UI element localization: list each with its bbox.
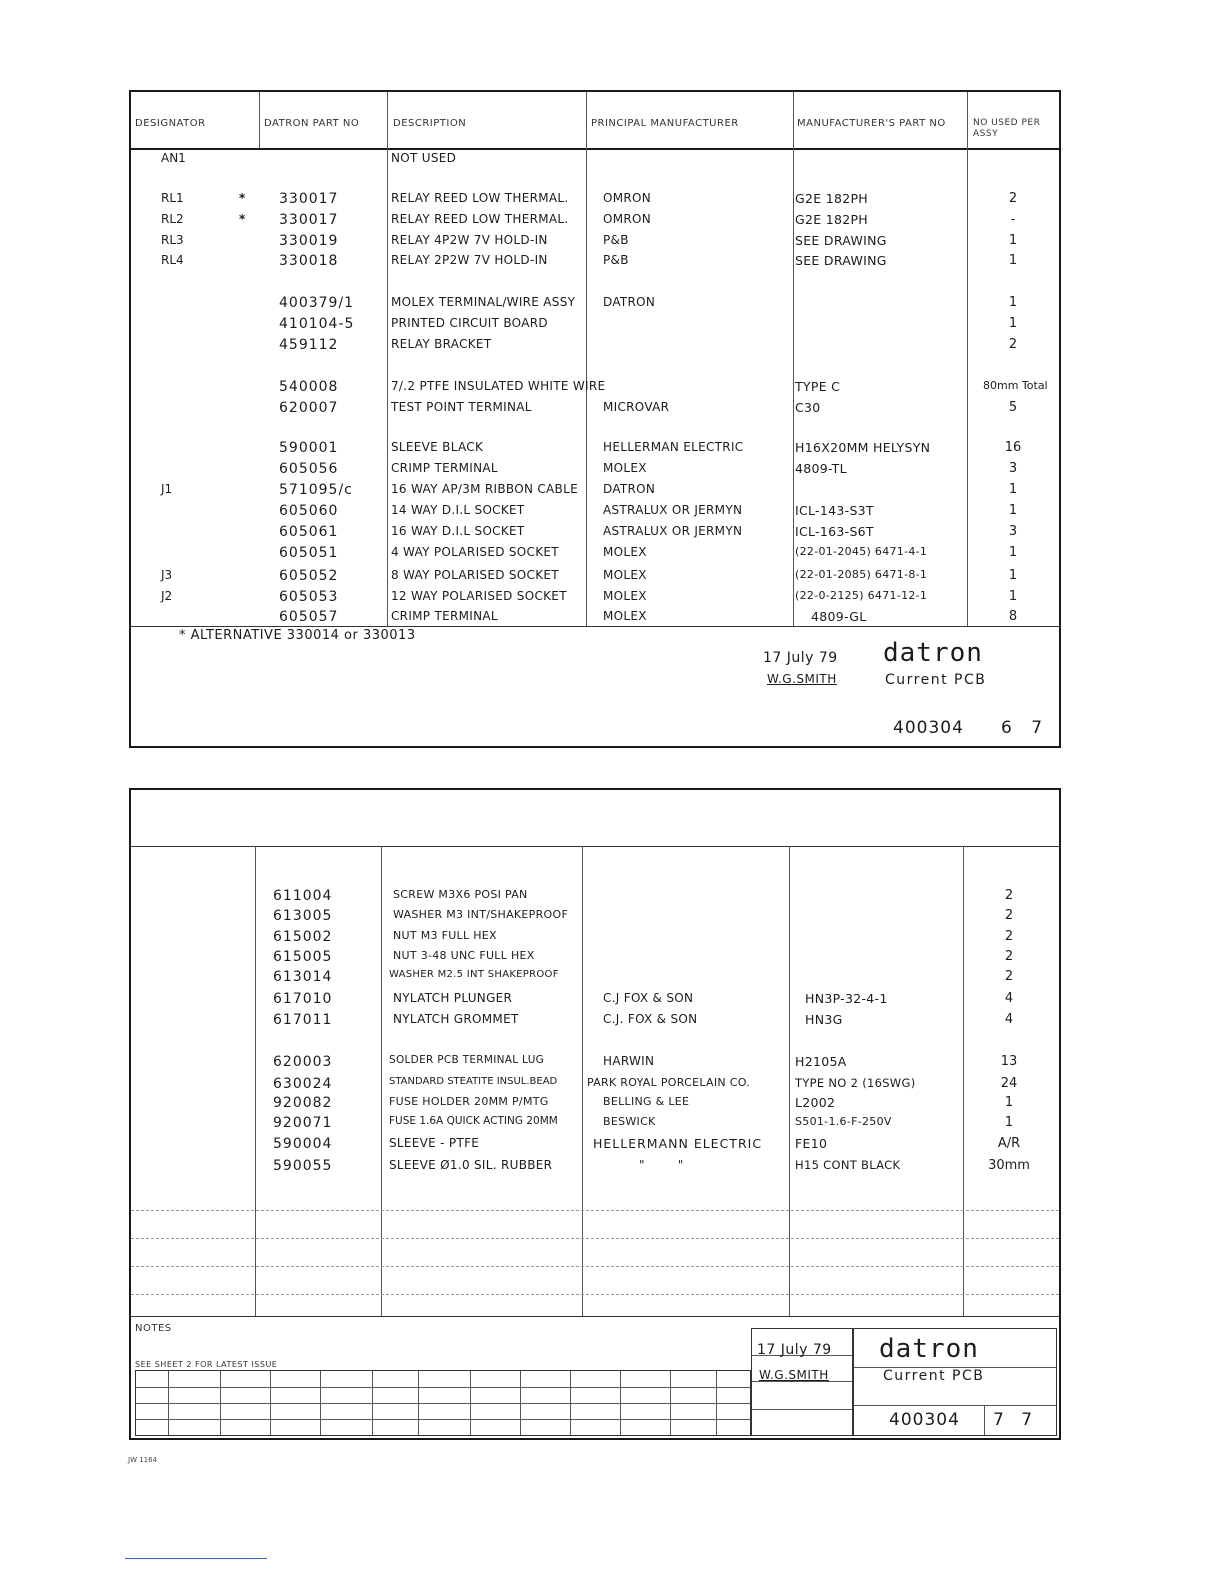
qty: 8 xyxy=(1008,609,1018,624)
title-block-date: 17 July 79 xyxy=(757,1342,832,1358)
header-qty: NO USED PER ASSY xyxy=(973,118,1041,139)
description: 16 WAY D.I.L SOCKET xyxy=(391,524,525,538)
description: SCREW M3X6 POSI PAN xyxy=(393,888,528,901)
part-no: 590001 xyxy=(279,440,339,456)
part-no: 410104-5 xyxy=(279,316,355,332)
qty: 5 xyxy=(1008,400,1018,415)
part-no: 920082 xyxy=(273,1095,333,1111)
manufacturer: ASTRALUX OR JERMYN xyxy=(603,524,743,538)
mfr-part-no: ICL-143-S3T xyxy=(795,503,874,518)
qty: 1 xyxy=(1004,1115,1014,1130)
divider xyxy=(131,1266,1059,1267)
manufacturer: BELLING & LEE xyxy=(603,1095,690,1108)
description: RELAY REED LOW THERMAL. xyxy=(391,212,569,226)
description: RELAY BRACKET xyxy=(391,337,492,351)
manufacturer: PARK ROYAL PORCELAIN CO. xyxy=(587,1076,751,1089)
table-row xyxy=(131,438,1059,458)
description: STANDARD STEATITE INSUL.BEAD xyxy=(389,1076,558,1087)
description: CRIMP TERMINAL xyxy=(391,609,498,623)
description: 14 WAY D.I.L SOCKET xyxy=(391,503,525,517)
part-no: 615002 xyxy=(273,929,333,945)
part-no: 605060 xyxy=(279,503,339,519)
designator: J3 xyxy=(161,568,173,582)
mfr-part-no: SEE DRAWING xyxy=(795,253,887,268)
description: RELAY 2P2W 7V HOLD-IN xyxy=(391,253,548,267)
qty: 2 xyxy=(1008,191,1018,206)
table-row xyxy=(131,189,1059,209)
header-designator: DESIGNATOR xyxy=(135,118,206,129)
table-row xyxy=(131,398,1059,418)
table-row xyxy=(131,314,1059,334)
qty: 13 xyxy=(1000,1054,1018,1069)
description: SLEEVE Ø1.0 SIL. RUBBER xyxy=(389,1158,553,1172)
description: CRIMP TERMINAL xyxy=(391,461,498,475)
header-mfr-part-no: MANUFACTURER'S PART NO xyxy=(797,118,946,129)
qty: 1 xyxy=(1008,233,1018,248)
mfr-part-no: H16X20MM HELYSYN xyxy=(795,440,931,455)
description: 12 WAY POLARISED SOCKET xyxy=(391,589,567,603)
qty: 2 xyxy=(1004,949,1014,964)
manufacturer: ASTRALUX OR JERMYN xyxy=(603,503,743,517)
title-block-drawn-by: W.G.SMITH xyxy=(767,672,837,686)
alt-marker: * xyxy=(239,191,246,205)
document-reference: JW 1164 xyxy=(128,1456,158,1464)
parts-list-sheet-6 xyxy=(129,90,1061,748)
part-no: 540008 xyxy=(279,379,339,395)
table-row xyxy=(131,149,1059,169)
mfr-part-no: (22-01-2085) 6471-8-1 xyxy=(795,568,928,581)
part-no: 605051 xyxy=(279,545,339,561)
mfr-part-no: H2105A xyxy=(795,1054,847,1069)
table-row xyxy=(131,566,1059,586)
qty: 2 xyxy=(1004,888,1014,903)
title-block-title: Current PCB xyxy=(883,1368,985,1384)
designator: RL2 xyxy=(161,212,184,226)
table-row xyxy=(131,543,1059,563)
mfr-part-no: C30 xyxy=(795,400,821,415)
manufacturer: DATRON xyxy=(603,295,656,309)
table-row xyxy=(131,1134,1059,1154)
header-manufacturer: PRINCIPAL MANUFACTURER xyxy=(591,118,739,129)
description: 4 WAY POLARISED SOCKET xyxy=(391,545,559,559)
part-no: 330019 xyxy=(279,233,339,249)
manufacturer: MICROVAR xyxy=(603,400,670,414)
table-row xyxy=(131,587,1059,607)
mfr-part-no: (22-0-2125) 6471-12-1 xyxy=(795,589,928,602)
mfr-part-no: TYPE NO 2 (16SWG) xyxy=(795,1076,916,1090)
table-row xyxy=(131,967,1059,987)
qty: 1 xyxy=(1008,589,1018,604)
manufacturer: HARWIN xyxy=(603,1054,655,1068)
qty: 30mm xyxy=(988,1158,1030,1173)
qty: 2 xyxy=(1008,337,1018,352)
part-no: 400379/1 xyxy=(279,295,355,311)
table-row xyxy=(131,251,1059,271)
table-row xyxy=(131,210,1059,230)
sheet-number: 7 7 xyxy=(993,1410,1033,1430)
table-row xyxy=(131,607,1059,627)
manufacturer: HELLERMANN ELECTRIC xyxy=(593,1136,763,1151)
part-no: 330018 xyxy=(279,253,339,269)
designator: RL4 xyxy=(161,253,184,267)
qty: 2 xyxy=(1004,969,1014,984)
mfr-part-no: ICL-163-S6T xyxy=(795,524,874,539)
qty: 3 xyxy=(1008,461,1018,476)
part-no: 617010 xyxy=(273,991,333,1007)
part-no: 605061 xyxy=(279,524,339,540)
manufacturer: BESWICK xyxy=(603,1115,656,1128)
alternative-note: * ALTERNATIVE 330014 or 330013 xyxy=(179,628,416,643)
qty: 4 xyxy=(1004,991,1014,1006)
manufacturer: C.J. FOX & SON xyxy=(603,1012,698,1026)
part-no: 605057 xyxy=(279,609,339,625)
part-no: 605052 xyxy=(279,568,339,584)
part-no: 615005 xyxy=(273,949,333,965)
manufacturer: MOLEX xyxy=(603,461,647,475)
part-no: 330017 xyxy=(279,212,339,228)
qty: A/R xyxy=(997,1136,1021,1151)
manufacturer: MOLEX xyxy=(603,609,647,623)
designator: RL3 xyxy=(161,233,184,247)
table-row xyxy=(131,335,1059,355)
table-row xyxy=(131,947,1059,967)
mfr-part-no: (22-01-2045) 6471-4-1 xyxy=(795,545,928,558)
revision-grid xyxy=(135,1370,751,1436)
description: FUSE 1.6A QUICK ACTING 20MM xyxy=(389,1115,558,1127)
column-header-row xyxy=(131,790,1059,847)
drawing-number: 400304 xyxy=(889,1410,960,1430)
description: WASHER M3 INT/SHAKEPROOF xyxy=(393,908,569,921)
divider xyxy=(131,1316,1059,1317)
table-row xyxy=(131,231,1059,251)
divider xyxy=(131,1238,1059,1239)
description: 8 WAY POLARISED SOCKET xyxy=(391,568,559,582)
datron-logo: datron xyxy=(883,638,983,668)
table-row xyxy=(131,480,1059,500)
manufacturer: C.J FOX & SON xyxy=(603,991,694,1005)
manufacturer: MOLEX xyxy=(603,568,647,582)
part-no: 571095/c xyxy=(279,482,353,498)
mfr-part-no: S501-1.6-F-250V xyxy=(795,1115,892,1128)
description: NOT USED xyxy=(391,151,457,165)
description: SLEEVE BLACK xyxy=(391,440,484,454)
part-no: 611004 xyxy=(273,888,333,904)
table-row xyxy=(131,293,1059,313)
title-block-drawn-by: W.G.SMITH xyxy=(759,1368,829,1382)
qty: 4 xyxy=(1004,1012,1014,1027)
designator: J1 xyxy=(161,482,173,496)
designator: AN1 xyxy=(161,151,186,165)
description: FUSE HOLDER 20MM P/MTG xyxy=(389,1095,549,1108)
table-row xyxy=(131,886,1059,906)
qty: 3 xyxy=(1008,524,1018,539)
part-no: 459112 xyxy=(279,337,339,353)
table-row xyxy=(131,377,1059,397)
mfr-part-no: HN3P-32-4-1 xyxy=(805,991,888,1006)
table-row xyxy=(131,1113,1059,1133)
manufacturer: MOLEX xyxy=(603,589,647,603)
divider xyxy=(131,626,1059,627)
table-row xyxy=(131,459,1059,479)
designator: RL1 xyxy=(161,191,184,205)
drawing-number: 400304 xyxy=(893,718,964,738)
header-description: DESCRIPTION xyxy=(393,118,467,129)
description: MOLEX TERMINAL/WIRE ASSY xyxy=(391,295,576,309)
manufacturer: OMRON xyxy=(603,212,652,226)
parts-list-sheet-7 xyxy=(129,788,1061,1440)
part-no: 605056 xyxy=(279,461,339,477)
table-row xyxy=(131,906,1059,926)
table-row xyxy=(131,1052,1059,1072)
description: SLEEVE - PTFE xyxy=(389,1136,480,1150)
part-no: 613014 xyxy=(273,969,333,985)
header-part-no: DATRON PART NO xyxy=(264,118,360,129)
description: NYLATCH PLUNGER xyxy=(393,991,513,1005)
table-row xyxy=(131,927,1059,947)
manufacturer: P&B xyxy=(603,253,629,267)
table-row xyxy=(131,1074,1059,1094)
qty: 1 xyxy=(1008,568,1018,583)
title-block-date: 17 July 79 xyxy=(763,650,838,666)
alt-marker: * xyxy=(239,212,246,226)
mfr-part-no: SEE DRAWING xyxy=(795,233,887,248)
table-row xyxy=(131,989,1059,1009)
divider xyxy=(125,1558,267,1559)
qty: 1 xyxy=(1008,545,1018,560)
qty: 16 xyxy=(1004,440,1022,455)
part-no: 617011 xyxy=(273,1012,333,1028)
mfr-part-no: G2E 182PH xyxy=(795,191,869,206)
manufacturer: " " xyxy=(639,1158,684,1172)
mfr-part-no: L2002 xyxy=(795,1095,836,1110)
description: NYLATCH GROMMET xyxy=(393,1012,519,1026)
see-sheet-note: SEE SHEET 2 FOR LATEST ISSUE xyxy=(135,1360,278,1369)
description: SOLDER PCB TERMINAL LUG xyxy=(389,1054,545,1066)
manufacturer: DATRON xyxy=(603,482,656,496)
divider xyxy=(259,92,260,148)
mfr-part-no: FE10 xyxy=(795,1136,828,1151)
table-row xyxy=(131,1156,1059,1176)
manufacturer: HELLERMAN ELECTRIC xyxy=(603,440,744,454)
mfr-part-no: TYPE C xyxy=(795,379,841,394)
datron-logo: datron xyxy=(879,1334,979,1364)
column-header-row xyxy=(131,92,1059,150)
qty: 24 xyxy=(1000,1076,1018,1091)
qty: 1 xyxy=(1004,1095,1014,1110)
table-row xyxy=(131,1093,1059,1113)
mfr-part-no: HN3G xyxy=(805,1012,843,1027)
part-no: 590004 xyxy=(273,1136,333,1152)
description: NUT 3-48 UNC FULL HEX xyxy=(393,949,535,962)
designator: J2 xyxy=(161,589,173,603)
description: NUT M3 FULL HEX xyxy=(393,929,497,942)
table-row xyxy=(131,1010,1059,1030)
manufacturer: P&B xyxy=(603,233,629,247)
divider xyxy=(131,1210,1059,1211)
description: RELAY REED LOW THERMAL. xyxy=(391,191,569,205)
title-block-title: Current PCB xyxy=(885,672,987,688)
description: PRINTED CIRCUIT BOARD xyxy=(391,316,548,330)
part-no: 613005 xyxy=(273,908,333,924)
part-no: 620003 xyxy=(273,1054,333,1070)
description: WASHER M2.5 INT SHAKEPROOF xyxy=(389,969,559,980)
description: RELAY 4P2W 7V HOLD-IN xyxy=(391,233,548,247)
qty: 80mm Total xyxy=(983,379,1048,392)
qty: 1 xyxy=(1008,503,1018,518)
table-row xyxy=(131,501,1059,521)
part-no: 605053 xyxy=(279,589,339,605)
manufacturer: OMRON xyxy=(603,191,652,205)
mfr-part-no: 4809-GL xyxy=(811,609,867,624)
notes-heading: NOTES xyxy=(135,1323,172,1334)
mfr-part-no: G2E 182PH xyxy=(795,212,869,227)
part-no: 620007 xyxy=(279,400,339,416)
manufacturer: MOLEX xyxy=(603,545,647,559)
qty: 2 xyxy=(1004,929,1014,944)
qty: - xyxy=(1010,212,1016,227)
sheet-number: 6 7 xyxy=(1001,718,1043,738)
table-row xyxy=(131,522,1059,542)
qty: 1 xyxy=(1008,253,1018,268)
description: TEST POINT TERMINAL xyxy=(391,400,532,414)
qty: 2 xyxy=(1004,908,1014,923)
qty: 1 xyxy=(1008,295,1018,310)
part-no: 920071 xyxy=(273,1115,333,1131)
part-no: 630024 xyxy=(273,1076,333,1092)
qty: 1 xyxy=(1008,482,1018,497)
part-no: 330017 xyxy=(279,191,339,207)
mfr-part-no: 4809-TL xyxy=(795,461,847,476)
part-no: 590055 xyxy=(273,1158,333,1174)
qty: 1 xyxy=(1008,316,1018,331)
divider xyxy=(131,1294,1059,1295)
mfr-part-no: H15 CONT BLACK xyxy=(795,1158,901,1172)
description: 16 WAY AP/3M RIBBON CABLE xyxy=(391,482,578,496)
description: 7/.2 PTFE INSULATED WHITE WIRE xyxy=(391,379,606,393)
